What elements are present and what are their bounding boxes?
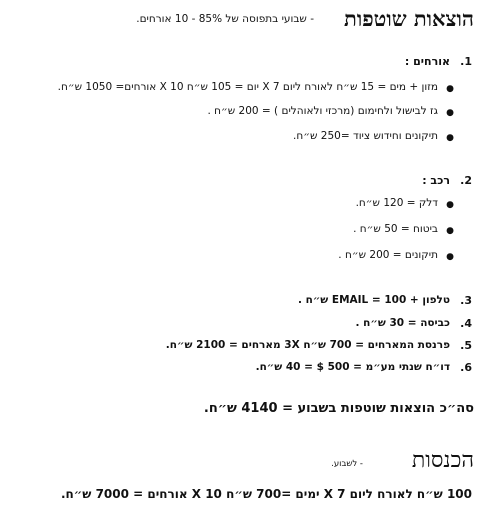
line-4-text: כביסה = 30 ש״ח . [355,317,450,329]
line-5-text: פרנסת המארחים = 700 ש״ח 3X מארחים = 2100 ש״ח. [165,339,450,351]
line-4-number: 4. [460,317,472,330]
section-1-item-3: תיקונים וחידוש ציוד =250 ש״ח. [293,130,438,142]
income-line: 100 ש״ח לאורח ליום X 7 ימים =700 ש״ח X 10 אורחים = 7000 ש״ח. [60,487,472,501]
section-1-number: 1. [460,55,472,68]
section-2-item-2: ביטוח = 50 ש״ח . [353,223,438,235]
page-subtitle: - שבועי בתפוסה של 85% - 10 אורחים. [136,13,314,25]
bullet-icon: ● [446,133,454,143]
section-1-item-2: גז לבישול ולחימום (מרכזי ולאוהלים ) = 200 ש״ח . [207,105,438,117]
bullet-icon: ● [446,84,454,94]
line-3-number: 3. [460,294,472,307]
line-5-number: 5. [460,339,472,352]
section-1-heading: אורחים : [404,55,450,68]
line-6-text: דו״ח שנתי מע״מ = 500 $ = 40 ש״ח. [255,361,450,373]
bullet-icon: ● [446,200,454,210]
income-title: הכנסות [411,448,474,473]
section-1-item-1: מזון + מים = 15 ש״ח לאורח ליום X 7 יום = 105 ש״ח X 10 אורחים= 1050 ש״ח. [57,81,438,93]
line-3-text: טלפון + EMAIL = 100 ש״ח . [297,294,450,306]
income-subtitle: - לשבוע. [331,459,363,469]
bullet-icon: ● [446,108,454,118]
section-2-number: 2. [460,174,472,187]
section-2-item-1: דלק = 120 ש״ח. [355,197,438,209]
bullet-icon: ● [446,252,454,262]
weekly-total: סה״כ הוצאות שוטפות בשבוע = 4140 ש״ח. [203,401,474,416]
section-2-heading: רכב : [422,174,450,187]
bullet-icon: ● [446,226,454,236]
line-6-number: 6. [460,361,472,374]
page-title: הוצאות שוטפות [344,6,474,31]
section-2-item-3: תיקונים = 200 ש״ח . [338,249,438,261]
